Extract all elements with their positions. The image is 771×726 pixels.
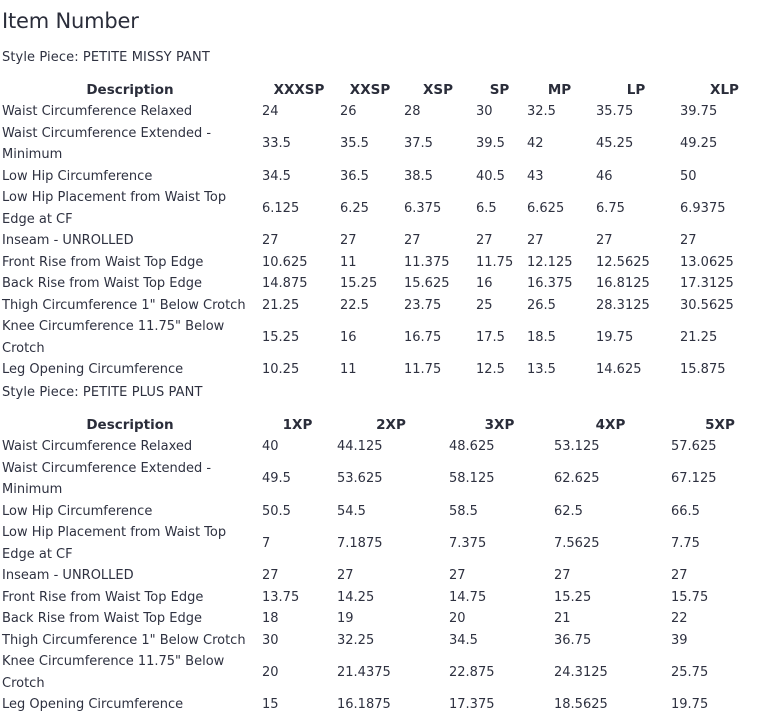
table-row [0,630,771,652]
measurement-cell: 40.5 [476,168,505,184]
measurement-cell: 24 [262,104,279,119]
measurement-cell: 6.75 [596,200,625,216]
measurement-cell: 27 [527,233,544,248]
measurement-cell: 25.75 [671,664,709,680]
measurement-cell: 11 [340,362,357,377]
row-description: Knee Circumference 11.75" Below Crotch [2,319,225,356]
measurement-cell: 17.3125 [680,276,734,291]
row-description: Low Hip Placement from Waist Top Edge at CF [2,190,227,227]
measurement-cell: 39.5 [476,136,505,152]
table-row [0,187,771,230]
measurement-cell: 66.5 [671,503,700,519]
measurement-cell: 6.25 [340,200,369,216]
measurement-cell: 67.125 [671,471,717,487]
measurement-cell: 22 [671,611,688,626]
measurement-cell: 15.25 [340,276,378,291]
measurement-cell: 7 [262,535,271,551]
measurement-cell: 11.375 [404,254,450,270]
measurement-cell: 12.5 [476,362,505,377]
style-piece-label-plus: Style Piece: PETITE PLUS PANT [2,385,203,400]
measurement-cell: 12.125 [527,254,573,270]
row-description: Thigh Circumference 1" Below Crotch [2,632,246,648]
measurement-cell: 48.625 [449,439,495,454]
measurement-cell: 58.5 [449,503,478,519]
measurement-cell: 26 [340,104,357,119]
measurement-cell: 22.875 [449,664,495,680]
column-header: 4XP [595,417,626,433]
measurement-cell: 11 [340,254,357,270]
measurement-cell: 15.625 [404,276,450,291]
measurement-cell: 17.5 [476,329,505,345]
column-header: MP [547,82,572,98]
measurement-cell: 20 [262,664,279,680]
measurement-cell: 7.75 [671,535,700,551]
measurement-cell: 26.5 [527,297,556,313]
style-piece-label-missy: Style Piece: PETITE MISSY PANT [2,50,210,65]
measurement-cell: 15.25 [262,329,300,345]
page-title: Item Number [2,9,139,33]
row-description: Back Rise from Waist Top Edge [2,276,203,291]
measurement-cell: 42 [527,136,544,152]
table-row [0,651,771,694]
measurement-cell: 6.625 [527,200,565,216]
measurement-cell: 10.625 [262,254,308,270]
column-header: XSP [422,82,454,98]
row-description: Inseam - UNROLLED [2,568,134,583]
measurement-cell: 24.3125 [554,664,608,680]
column-header: XLP [710,82,739,98]
measurement-cell: 27 [671,568,688,583]
measurement-cell: 35.5 [340,136,369,152]
measurement-cell: 16.8125 [596,276,650,291]
measurement-cell: 23.75 [404,297,442,313]
table-row [0,458,771,501]
measurement-cell: 12.5625 [596,254,650,270]
row-description: Waist Circumference Extended - Minimum [2,460,212,497]
measurement-cell: 27 [262,233,279,248]
measurement-cell: 30 [476,104,493,119]
measurement-cell: 15.75 [671,589,709,605]
measurement-cell: 17.375 [449,697,495,712]
size-table-petite-missy [0,79,771,381]
measurement-cell: 34.5 [262,168,291,184]
column-header: XXXSP [273,82,325,98]
table-header-row [0,414,771,436]
row-description: Back Rise from Waist Top Edge [2,611,203,626]
table-row [0,101,771,123]
measurement-cell: 13.75 [262,589,300,605]
row-description: Leg Opening Circumference [2,362,184,377]
measurement-cell: 30.5625 [680,297,734,313]
table-row [0,522,771,565]
column-header: LP [626,82,646,98]
table-row [0,252,771,274]
measurement-cell: 37.5 [404,136,433,152]
measurement-cell: 33.5 [262,136,291,152]
row-description: Low Hip Placement from Waist Top Edge at CF [2,525,227,562]
measurement-cell: 38.5 [404,168,433,184]
measurement-cell: 13.5 [527,362,556,377]
measurement-cell: 44.125 [337,439,383,454]
column-header: 2XP [376,417,406,433]
measurement-cell: 27 [596,233,613,248]
measurement-cell: 19 [337,611,354,626]
measurement-cell: 53.625 [337,471,383,487]
measurement-cell: 32.5 [527,104,556,119]
measurement-cell: 45.25 [596,136,634,152]
measurement-cell: 57.625 [671,439,717,454]
measurement-cell: 27 [680,233,697,248]
measurement-cell: 15 [262,697,279,712]
measurement-cell: 7.1875 [337,535,383,551]
measurement-cell: 19.75 [671,697,709,712]
measurement-cell: 18.5 [527,329,556,345]
table-row [0,166,771,188]
measurement-cell: 27 [262,568,279,583]
measurement-cell: 28.3125 [596,297,650,313]
measurement-cell: 21.4375 [337,664,391,680]
column-header: Description [86,417,174,433]
table-row [0,587,771,609]
table-header-row [0,79,771,101]
measurement-cell: 27 [340,233,357,248]
measurement-cell: 54.5 [337,503,366,519]
row-description: Knee Circumference 11.75" Below Crotch [2,654,225,691]
measurement-cell: 15.875 [680,362,726,377]
column-header: SP [489,82,510,98]
measurement-cell: 11.75 [404,362,442,377]
measurement-cell: 49.5 [262,471,291,487]
measurement-cell: 14.25 [337,589,375,605]
measurement-cell: 21.25 [262,297,300,313]
measurement-cell: 16 [340,329,357,345]
table-row [0,295,771,317]
row-description: Waist Circumference Relaxed [2,439,193,454]
measurement-cell: 32.25 [337,632,375,648]
table-row [0,694,771,716]
measurement-cell: 19.75 [596,329,634,345]
row-description: Front Rise from Waist Top Edge [2,254,204,270]
table-row [0,230,771,252]
measurement-cell: 16 [476,276,493,291]
measurement-cell: 53.125 [554,439,600,454]
column-header: 1XP [282,417,313,433]
measurement-cell: 39.75 [680,104,718,119]
table-row [0,273,771,295]
measurement-cell: 46 [596,168,613,184]
measurement-cell: 28 [404,104,421,119]
table-row [0,608,771,630]
column-header: 5XP [705,417,735,433]
measurement-cell: 13.0625 [680,254,734,270]
table-row [0,359,771,381]
measurement-cell: 6.375 [404,200,442,216]
measurement-cell: 27 [337,568,354,583]
measurement-cell: 39 [671,632,688,648]
measurement-cell: 58.125 [449,471,495,487]
measurement-cell: 16.1875 [337,697,391,712]
measurement-cell: 6.9375 [680,200,726,216]
measurement-cell: 6.125 [262,200,300,216]
measurement-cell: 11.75 [476,254,514,270]
table-row [0,501,771,523]
column-header: 3XP [484,417,515,433]
measurement-cell: 27 [404,233,421,248]
measurement-cell: 6.5 [476,200,497,216]
row-description: Thigh Circumference 1" Below Crotch [2,297,246,313]
measurement-cell: 43 [527,168,544,184]
row-description: Low Hip Circumference [2,168,153,184]
measurement-cell: 22.5 [340,297,369,313]
measurement-cell: 15.25 [554,589,592,605]
measurement-cell: 21.25 [680,329,718,345]
table-row [0,123,771,166]
measurement-cell: 7.375 [449,535,487,551]
measurement-cell: 34.5 [449,632,478,648]
measurement-cell: 20 [449,611,466,626]
row-description: Leg Opening Circumference [2,697,184,712]
measurement-cell: 62.625 [554,471,600,487]
table-row [0,316,771,359]
measurement-cell: 21 [554,611,571,626]
measurement-cell: 49.25 [680,136,718,152]
table-row [0,436,771,458]
size-table-petite-plus [0,414,771,716]
measurement-cell: 50 [680,168,697,184]
row-description: Low Hip Circumference [2,503,153,519]
measurement-cell: 40 [262,439,279,454]
measurement-cell: 27 [476,233,493,248]
column-header: Description [86,82,174,98]
measurement-cell: 16.375 [527,276,573,291]
measurement-cell: 18 [262,611,279,626]
measurement-cell: 27 [449,568,466,583]
row-description: Waist Circumference Relaxed [2,104,193,119]
row-description: Front Rise from Waist Top Edge [2,589,204,605]
measurement-cell: 14.75 [449,589,487,605]
measurement-cell: 36.5 [340,168,369,184]
measurement-cell: 27 [554,568,571,583]
measurement-cell: 14.875 [262,276,308,291]
measurement-cell: 62.5 [554,503,583,519]
measurement-cell: 18.5625 [554,697,608,712]
measurement-cell: 30 [262,632,279,648]
measurement-cell: 35.75 [596,104,634,119]
measurement-cell: 50.5 [262,503,291,519]
measurement-cell: 14.625 [596,362,642,377]
measurement-cell: 16.75 [404,329,442,345]
measurement-cell: 25 [476,297,493,313]
measurement-cell: 7.5625 [554,535,600,551]
column-header: XXSP [349,82,391,98]
row-description: Inseam - UNROLLED [2,233,134,248]
measurement-cell: 36.75 [554,632,592,648]
table-row [0,565,771,587]
measurement-cell: 10.25 [262,362,300,377]
row-description: Waist Circumference Extended - Minimum [2,125,212,162]
